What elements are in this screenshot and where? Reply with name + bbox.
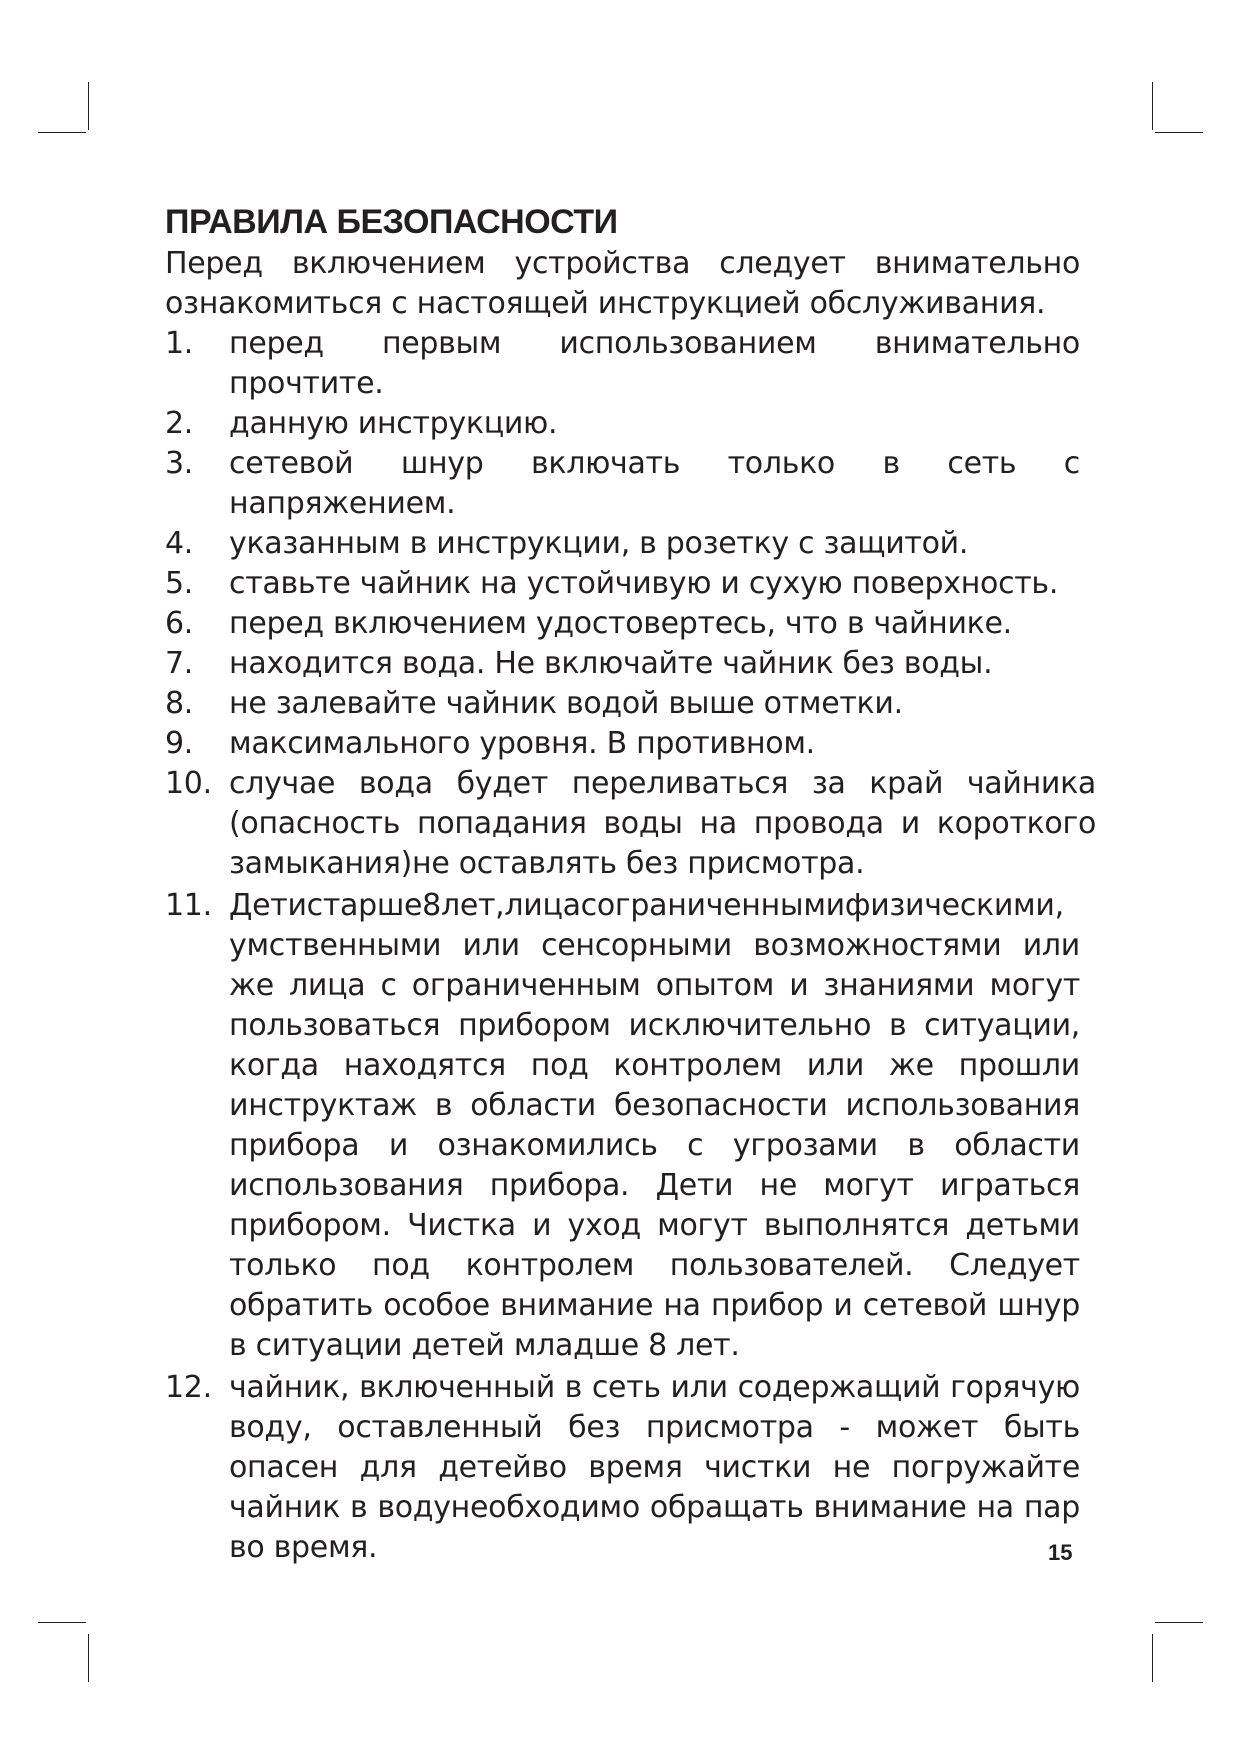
list-item [165, 1368, 1080, 1568]
list-item [165, 604, 1080, 644]
list-item [165, 564, 1080, 604]
list-item-number: 9. [165, 726, 194, 761]
list-item-text: данную инструкцию. [229, 406, 558, 441]
intro-paragraph: Перед включением устройства следует внимательно ознакомиться с настоящей инструкцией обслуживания. [165, 246, 1080, 321]
list-item-text: Детистарше8лет,лицасограниченнымифизическими, умственными или сенсорными возможностями или же лица с ограниченным опытом и знаниями могут пользоваться прибором исключительно в ситуации, когда находятся под контролем или же прошли инструктаж в области безопасности использования прибора и ознакомились с угрозами в области использования прибора. Дети не могут играться прибором. Чистка и уход могут выполнятся детьми только под контролем пользователей. Следует обратить особое внимание на прибор и сетевой шнур в ситуации детей младше 8 лет. [229, 888, 1080, 1363]
list-item [165, 764, 1096, 884]
list-item-number: 10. [165, 766, 212, 801]
page-number: 15 [1048, 1540, 1073, 1565]
list-item [165, 684, 1080, 724]
list-item [165, 886, 1080, 1366]
list-item-text: чайник, включенный в сеть или содержащий горячую воду, оставленный без присмотра - может быть опасен для детейво время чистки не погружайте чайник в водунеобходимо обращать внимание на пар во время. [229, 1370, 1080, 1565]
crop-mark-top-right-horizontal [1155, 132, 1203, 133]
list-item-number: 12. [165, 1370, 212, 1405]
list-item-text: перед первым использованием внимательно прочтите. [229, 326, 1080, 401]
list-item-number: 5. [165, 566, 194, 601]
list-item [165, 724, 1080, 764]
crop-mark-bottom-left-horizontal [38, 1622, 86, 1623]
document-body [165, 200, 1096, 1568]
list-item-number: 3. [165, 446, 194, 481]
list-item [165, 324, 1080, 404]
list-item-text: случае вода будет переливаться за край чайника (опасность попадания воды на провода и короткого замыкания)не оставлять без присмотра. [229, 766, 1096, 881]
crop-mark-top-left-vertical [88, 82, 89, 130]
crop-mark-bottom-right-horizontal [1155, 1622, 1203, 1623]
list-item-number: 11. [165, 888, 212, 923]
list-item-text: ставьте чайник на устойчивую и сухую поверхность. [229, 566, 1059, 601]
list-item-text: находится вода. Не включайте чайник без воды. [229, 646, 993, 681]
list-item [165, 404, 1080, 444]
list-item-text: не залевайте чайник водой выше отметки. [229, 686, 903, 721]
list-item [165, 444, 1080, 524]
list-item-text: указанным в инструкции, в розетку с защитой. [229, 526, 969, 561]
list-item-text: перед включением удостовертесь, что в чайнике. [229, 606, 1012, 641]
crop-mark-top-right-vertical [1152, 82, 1153, 130]
list-item [165, 644, 1080, 684]
list-item-number: 2. [165, 406, 194, 441]
list-item-text: сетевой шнур включать только в сеть с напряжением. [229, 446, 1080, 521]
list-item-number: 7. [165, 646, 194, 681]
list-item-number: 1. [165, 326, 194, 361]
crop-mark-bottom-right-vertical [1152, 1634, 1153, 1682]
page-title: ПРАВИЛА БЕЗОПАСНОСТИ [165, 203, 618, 241]
list-item-text: максимального уровня. В противном. [229, 726, 815, 761]
list-item [165, 524, 1080, 564]
list-item-number: 8. [165, 686, 194, 721]
list-item-number: 4. [165, 526, 194, 561]
list-item-number: 6. [165, 606, 194, 641]
safety-rules-list [165, 324, 1096, 1568]
crop-mark-bottom-left-vertical [88, 1634, 89, 1682]
crop-mark-top-left-horizontal [38, 132, 86, 133]
